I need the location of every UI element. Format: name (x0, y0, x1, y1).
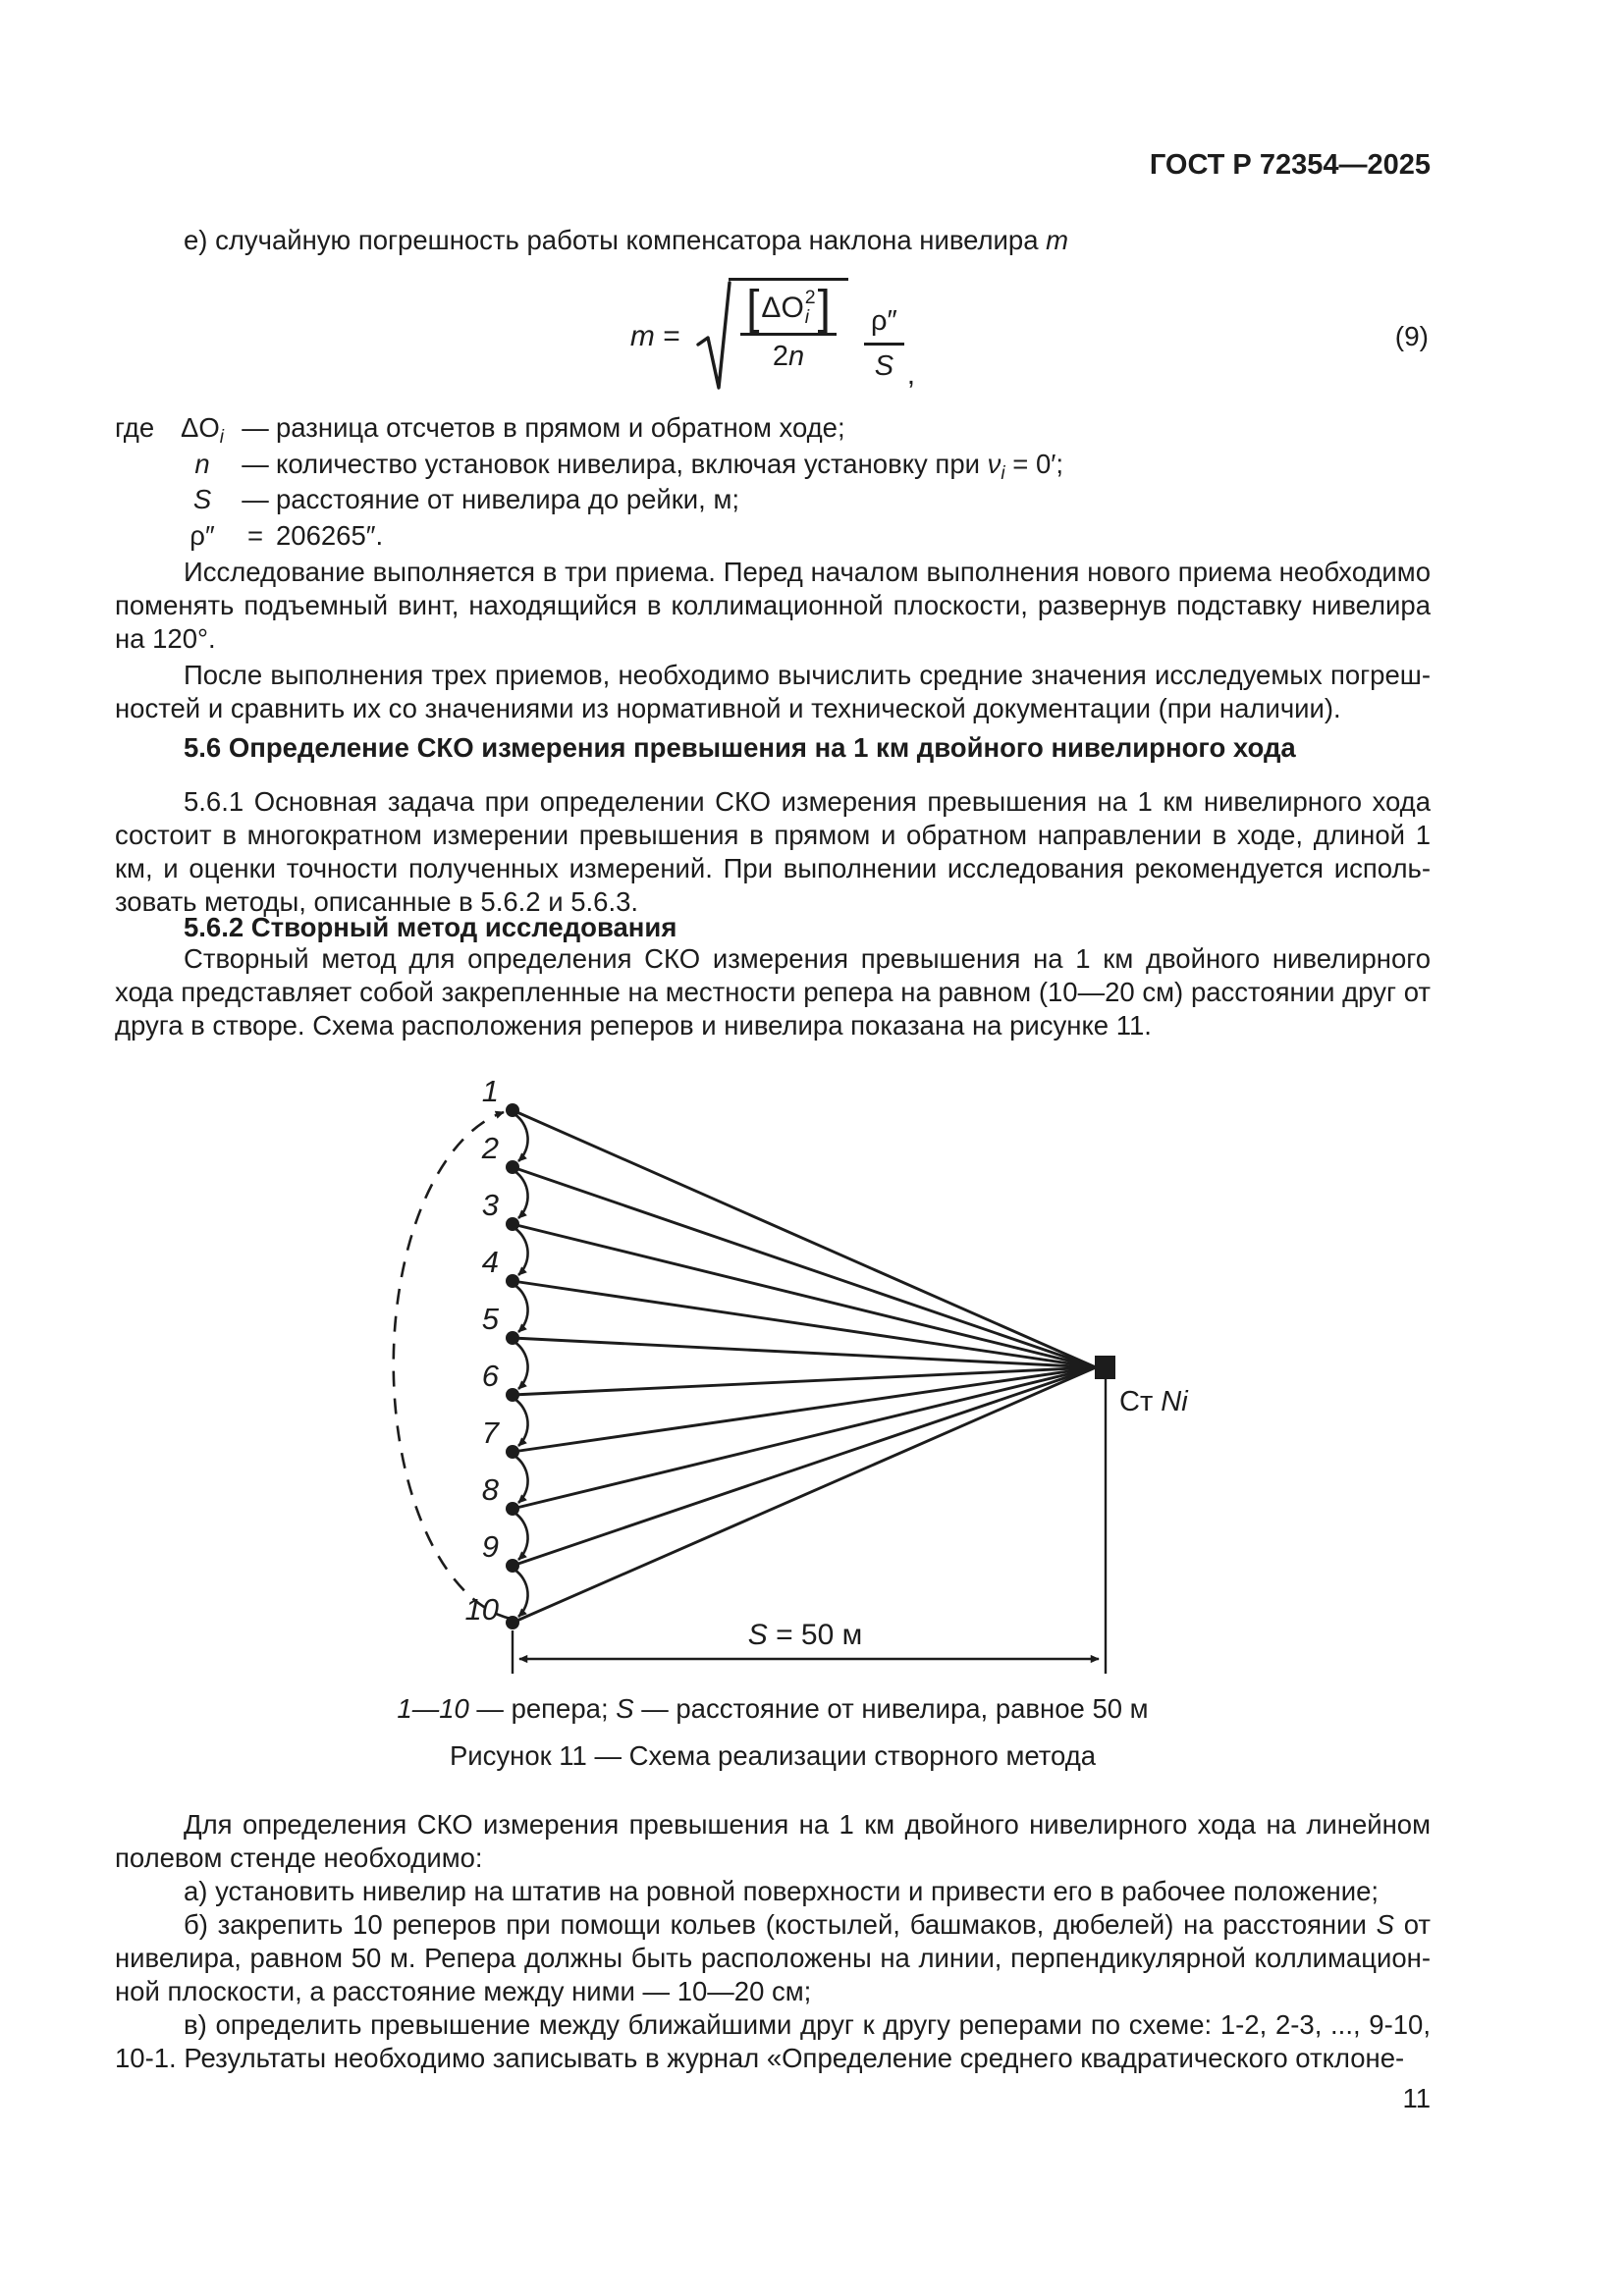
dash: — (242, 448, 269, 479)
page-number: 11 (1402, 2083, 1431, 2113)
rho-denominator: S (874, 350, 894, 382)
benchmark-dots (506, 1103, 519, 1629)
rho-fraction-bar (864, 343, 904, 346)
where-row-rho (115, 520, 1431, 557)
station-label: Ст Ni (1119, 1386, 1188, 1417)
main-fraction (740, 281, 837, 374)
symbol-rho: ρ″ (189, 519, 215, 551)
right-bracket: ] (817, 281, 831, 334)
symbol-delta-o: $\Delta O_i$ (181, 412, 224, 448)
item-b: б) закрепить 10 реперов при помощи кольев (костылей, башмаков, дюбелей) на расстоянии S от нивелира, равном 50 м. Репера должны быть расположены на линии, перпендикулярной коллимационной плоскости, а расстояние между ними — 10—20 см; (115, 1909, 1431, 2006)
section-5-6-2-title: 5.6.2 Створный метод исследования (184, 912, 677, 942)
item-e-variable: m (1046, 225, 1069, 255)
paragraph-intro: Для определения СКО измерения превышения на 1 км двойного нивелирного хода на линейном полевом стенде необходимо: (115, 1809, 1431, 1873)
value-rho: 206265″. (276, 519, 384, 551)
point-label-6: 6 (481, 1359, 499, 1393)
symbol-s: S (192, 484, 212, 514)
where-lead: где (115, 412, 155, 443)
dash: — (242, 412, 269, 443)
sight-lines (513, 1110, 1096, 1623)
definition-delta-o: разница отсчетов в прямом и обратном ходе; (276, 412, 845, 443)
fraction-denominator: 2n (772, 341, 805, 373)
where-row-s (115, 484, 1431, 520)
figure-11 (353, 1055, 1257, 1698)
distance-label: S = 50 м (747, 1619, 863, 1651)
where-row-n (115, 449, 1431, 485)
formula-9 (115, 265, 1431, 407)
item-e (115, 224, 1431, 257)
delta-o-term: ΔO 2 i (761, 287, 816, 328)
formula-lhs: m = (629, 319, 689, 352)
fraction-numerator (740, 281, 837, 334)
point-label-2: 2 (481, 1131, 499, 1165)
point-label-8: 8 (481, 1472, 499, 1507)
figure-caption: 1—10 — репера; S — расстояние от нивелира, равное 50 м (397, 1693, 1149, 1724)
square-root (696, 278, 848, 396)
point-label-1: 1 (481, 1074, 499, 1108)
where-list (115, 412, 1431, 556)
radical-icon (696, 280, 731, 396)
item-a: а) установить нивелир на штатив на ровной поверхности и привести его в рабочее положение; (184, 1876, 1380, 1906)
radicand (729, 278, 848, 374)
definition-n: количество установок нивелира, включая установку при $\nu_i = 0'$; (276, 448, 1064, 484)
equation-number: (9) (1394, 320, 1429, 351)
paragraph-5-6-2: Створный метод для определения СКО измерения превышения на 1 км двойного нивелирного хода представляет собой закрепленные на местности репера на равном (10—20 см) расстоянии друг от друга в створе. Схема расположения реперов и нивелира показана на рисунке 11. (115, 943, 1431, 1041)
fraction-bar (740, 333, 837, 336)
paragraph-5-6-1: 5.6.1 Основная задача при определении СКО измерения превышения на 1 км нивелирного хода состоит в многократном измерении превышения в прямом и обратном направлении в ходе, длиной 1 км, и оценки точности полученных измерений. При выполнении исследования рекомендуется использовать методы, описанные в 5.6.2 и 5.6.3. (115, 786, 1431, 917)
station-square (1095, 1356, 1115, 1379)
point-label-10: 10 (464, 1592, 499, 1627)
point-label-3: 3 (481, 1188, 499, 1222)
paragraph-after-three: После выполнения трех приемов, необходимо вычислить средние значения исследуемых погрешностей и сравнить их со значениями из нормативной и технической документации (при наличии). (115, 660, 1431, 723)
symbol-n: n (194, 448, 210, 479)
benchmark-labels (465, 1074, 501, 1627)
definition-s: расстояние от нивелира до рейки, м; (276, 484, 739, 514)
dash: — (242, 484, 269, 514)
bottom-section (115, 1808, 1431, 2075)
figure-11-diagram (353, 1055, 1257, 1693)
page-header: ГОСТ Р 72354—2025 (1149, 149, 1431, 181)
pair-arcs (514, 1114, 528, 1617)
point-label-7: 7 (481, 1415, 499, 1450)
formula-comma: , (906, 358, 916, 391)
item-c: в) определить превышение между ближайшими друг к другу реперами по схеме: 1-2, 2-3, ..., 9-10, 10-1. Результаты необходимо записывать в журнал «Определение среднего квадратического отклоне- (115, 2009, 1431, 2073)
figure-title: Рисунок 11 — Схема реализации створного метода (449, 1740, 1097, 1771)
point-label-4: 4 (481, 1245, 499, 1279)
section-5-6-title: 5.6 Определение СКО измерения превышения на 1 км двойного нивелирного хода (184, 732, 1296, 763)
exponent: 2 (804, 287, 816, 309)
left-bracket: [ (746, 281, 760, 334)
rho-fraction (864, 305, 904, 383)
item-e-text: е) случайную погрешность работы компенсатора наклона нивелира (184, 225, 1047, 255)
rho-numerator: ρ″ (871, 305, 897, 337)
paragraph-research: Исследование выполняется в три приема. Перед началом выполнения нового приема необходимо поменять подъемный винт, находящийся в коллимационной плоскости, развернув подставку нивелира на 120°. (115, 557, 1431, 654)
point-label-9: 9 (481, 1529, 499, 1564)
point-label-5: 5 (481, 1302, 499, 1336)
index: i (804, 305, 810, 328)
equals-sign: = (246, 519, 264, 551)
where-row-delta-o (115, 412, 1431, 449)
